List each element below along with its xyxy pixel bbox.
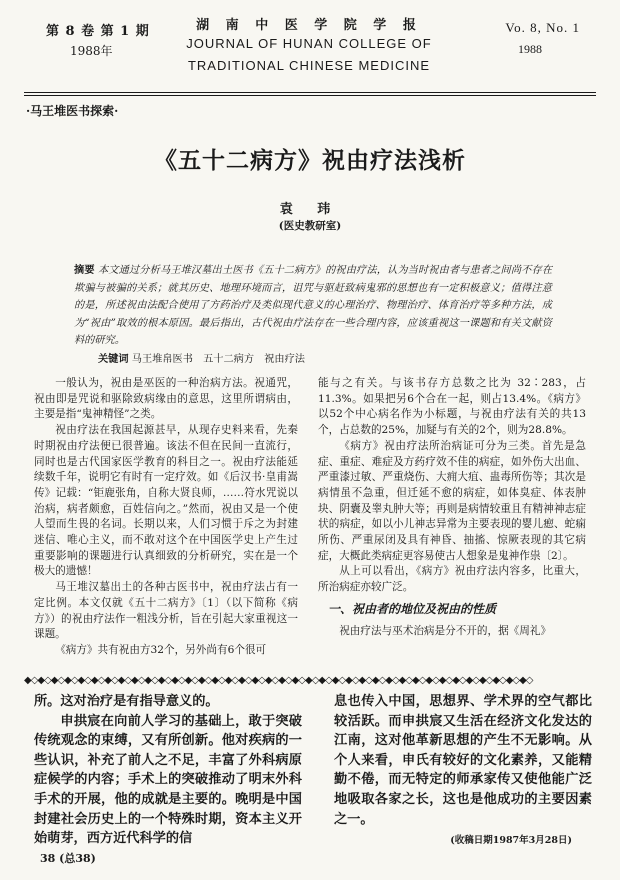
ornamental-divider: ◆◇◆◇◆◇◆◇◆◇◆◇◆◇◆◇◆◇◆◇◆◇◆◇◆◇◆◇◆◇◆◇◆◇◆◇◆◇◆◇◆◇◆◇◆◇◆◇◆◇◆◇◆◇◆◇◆◇◆◇◆◇◆◇◆◇◆◇◆◇◆◇◆◇◆◇ [24,675,533,686]
keywords-label: 关键词 [98,353,129,365]
paragraph: 《病方》祝由疗法所治病证可分为三类。首先是急症、重症、难症及方药疗效不佳的病症，如外伤大出血、严重漆过敏、严重烧伤、大痈大疽、蛊毒所伤等；其次是病情虽不急重，但迁延不愈的病症，如体臭症、体表肿块、阴囊及睾丸肿大等；再则是病情较重且有精神神志症状的病症，如以小儿神志异常为主要表现的婴儿瘛、蛇痫所伤、严重尿闭及具有神昏、抽搐、惊厥表现的其它病症，大概此类病症更容易使古人想象是鬼神作祟〔2〕。 [318,439,586,562]
paragraph: 祝由疗法与巫术治病是分不开的，据《周礼》 [339,624,552,637]
year-en: 1988 [518,42,542,56]
journal-name-cn: 湖 南 中 医 学 院 学 报 [196,18,422,33]
paragraph: 从上可以看出，《病方》祝由疗法内容多，比重大，所治病症亦较广泛。 [318,565,586,594]
paragraph: 祝由疗法在我国起源甚早，从现存史料来看，先秦时期祝由疗法便已很普遍。该法不但在民间一直流行，同时也是古代国家医学教育的科目之一。祝由疗法能延续数千年，说明它有时有一定疗效。如《后汉书·皇甫嵩传》记载：“钜鹿张角，自称大贤良师，……符水咒说以治病，病者颇愈，百姓信向之。”然而，祝由又是一个使人望而生畏的名词。长期以来，人们习惯于斥之为封建迷信、唯心主义，而不敢对这个在中国医学史上产生过重要影响的课题进行认真细致的分析研究，实在是一个极大的遗憾！ [34,424,298,578]
volume-issue-en: Vo. 8, No. 1 [505,20,580,35]
abstract-text: 本文通过分析马王堆汉墓出土医书《五十二病方》的祝由疗法，认为当时祝由者与患者之间尚不存在欺骗与被骗的关系；就其历史、地理环境而言，诅咒与驱赶致病鬼邪的思想也有一定积极意义；值得注意的是，所述祝由法配合使用了方药治疗及类似现代意义的心理治疗、物理治疗、体育治疗等多种方法，成为“祝由”取效的根本原因。最后指出，古代祝由疗法存在一些合理内容，应该重视这一课题和有关文献资料的研究。 [74,265,553,346]
page-number: 38 (总38) [40,852,96,865]
abstract-label: 摘要 [74,264,95,276]
masthead-rule [24,92,596,93]
abstract [74,262,552,350]
continued-column-right [334,692,592,829]
author: 袁 玮 [279,202,341,217]
paragraph: 《病方》共有祝由方32个，另外尚有6个很可 [55,643,267,656]
paragraph: 一般认为，祝由是巫医的一种治病方法。祝通咒，祝由即是咒说和驱除致病缘由的意思，这里所谓病由，主要是指“鬼神精怪”之类。 [34,377,298,421]
journal-name-en-line1: JOURNAL OF HUNAN COLLEGE OF [186,36,432,51]
year-cn: 1988年 [70,44,113,58]
received-date: (收稿日期1987年3月28日) [450,835,572,846]
body-column-left [34,376,298,659]
paragraph: 马王堆汉墓出土的各种古医书中，祝由疗法占有一定比例。本文仅就《五十二病方》〔1〕（以下简称《病方》）的祝由疗法作一粗浅分析，旨在引起大家重视这一课题。 [34,581,298,641]
paragraph: 申拱宸在向前人学习的基础上，敢于突破传统观念的束缚，又有所创新。他对疾病的一些认识，补充了前人之不足，丰富了外科病原症候学的内容；手术上的突破推动了明末外科手术的开展，他的成就是主要的。晚明是中国封建社会历史上的一个特殊时期，资本主义开始萌芽，西方近代科学的信 [34,713,302,847]
keywords [98,350,538,365]
paragraph: 能与之有关。与该书存方总数之比为 32∶283，占11.3%。如果把另6个合在一起，则占13.4%。《病方》以52个中心病名作为小标题，与祝由疗法有关的共13个，占总数的25%，加疑与有关的2个，则为28.8%。 [318,377,586,437]
paragraph: 所。这对治疗是有指导意义的。 [34,694,219,709]
paragraph: 息也传入中国，思想界、学术界的空气都比较活跃。而申拱宸又生活在经济文化发达的江南，这对他革新思想的产生不无影响。从个人来看，申氏有较好的文化素养，又能精勤不倦，而无特定的师承家传又使他能广泛地吸取各家之长，这也是他成功的主要因素之一。 [334,694,592,827]
section-heading: 一、祝由者的地位及祝由的性质 [328,601,497,616]
journal-name-en-line2: TRADITIONAL CHINESE MEDICINE [187,58,431,73]
column-tag: ·马王堆医书探索· [26,104,119,118]
continued-column-left [34,692,302,849]
body-column-right [318,376,586,639]
volume-issue-cn: 第 8 卷 第 1 期 [46,24,150,39]
article-title: 《五十二病方》祝由疗法浅析 [154,147,466,174]
masthead-rule-thin [24,95,596,96]
keywords-text: 马王堆帛医书 五十二病方 祝由疗法 [128,354,305,365]
masthead [24,12,596,94]
affiliation: (医史教研室) [278,220,342,232]
